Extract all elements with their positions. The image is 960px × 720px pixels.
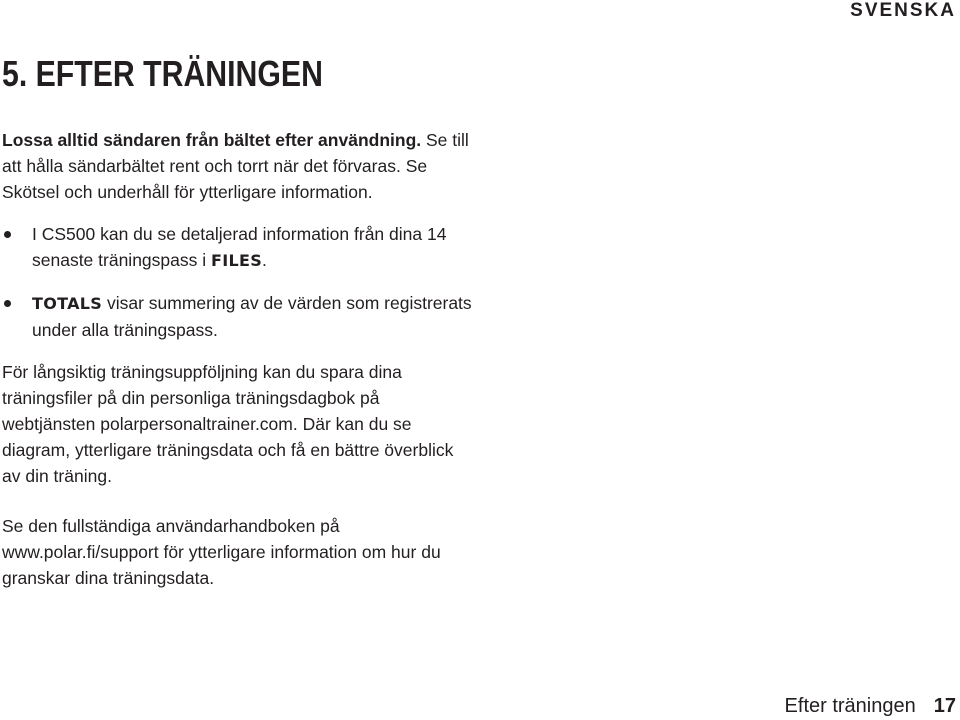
page-number: 17 xyxy=(933,695,956,717)
intro-bold-sentence: Lossa alltid sändaren från bältet efter användning. xyxy=(2,130,422,150)
bullet-list xyxy=(2,221,472,343)
bullet-text: I CS500 kan du se detaljerad information från dina 14 senaste träningspass i xyxy=(32,224,447,270)
intro-text: Se till att hålla sändarbältet rent och torrt när det förvaras. Se Skötsel och underhåll för ytterligare information. xyxy=(2,130,469,202)
intro-paragraph xyxy=(2,127,472,205)
page-footer xyxy=(785,694,956,718)
bullet-item-files xyxy=(2,221,472,274)
chapter-title: 5. EFTER TRÄNINGEN xyxy=(2,53,323,94)
paragraph-online-diary: För långsiktig träningsuppföljning kan du spara dina träningsfiler på din personliga träningsdagbok på webtjänsten polarpersonaltrainer.com. Där kan du se diagram, ytterligare träningsdata och få en bättre överblick av din träning. xyxy=(2,362,454,486)
footer-section-title: Efter träningen xyxy=(784,695,916,717)
files-term: FILES xyxy=(211,251,263,270)
bullet-text-end: . xyxy=(262,250,267,270)
page-content xyxy=(2,127,472,591)
paragraph-user-manual: Se den fullständiga användarhandboken på www.polar.fi/support för ytterligare information om hur du granskar dina träningsdata. xyxy=(2,516,441,588)
totals-term: TOTALS xyxy=(32,294,103,313)
bullet-text-end: visar summering av de värden som registrerats under alla träningspass. xyxy=(32,293,472,340)
bullet-item-totals xyxy=(2,290,472,343)
language-label: SVENSKA xyxy=(850,0,956,21)
